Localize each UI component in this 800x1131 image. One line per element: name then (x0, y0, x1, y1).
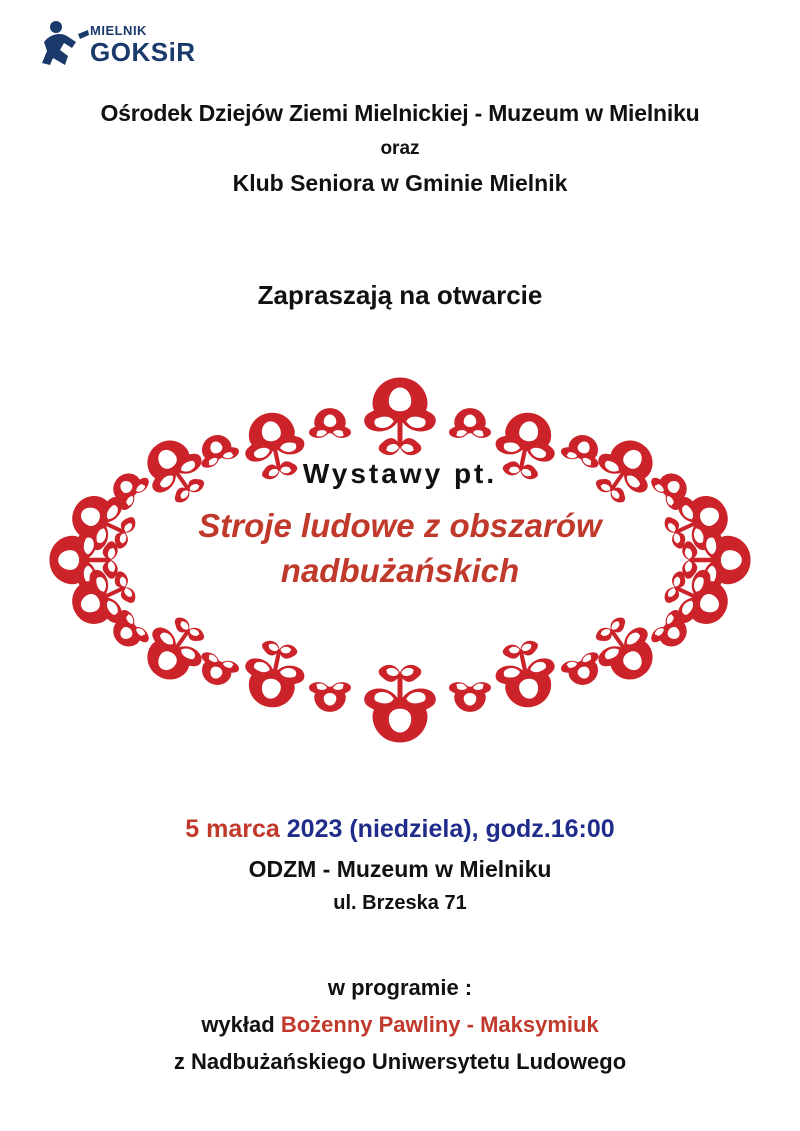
exhibition-title-line-1: Stroje ludowe z obszarów (198, 507, 602, 544)
organizer-conjunction: oraz (380, 138, 420, 159)
program-block (0, 975, 800, 1075)
event-venue: ODZM - Muzeum w Mielniku (248, 856, 552, 882)
organizers-block (0, 100, 800, 197)
logo-top-text: MIELNIK (90, 23, 147, 38)
program-lecturer: Bożenny Pawliny - Maksymiuk (280, 1012, 599, 1037)
organizer-museum: Ośrodek Dziejów Ziemi Mielnickiej - Muzeum w Mielniku (100, 100, 700, 126)
program-lecture (0, 1012, 800, 1038)
event-date-rest: 2023 (niedziela), godz.16:00 (286, 815, 615, 843)
organizer-senior-club: Klub Seniora w Gminie Mielnik (232, 170, 568, 196)
exhibition-title-line-2: nadbużańskich (280, 551, 520, 589)
logo-main-text: GOKSiR (90, 37, 196, 67)
program-heading: w programie : (327, 975, 473, 1000)
running-figure-icon (34, 20, 92, 68)
goksir-logo (28, 18, 198, 84)
ornament-frame (20, 348, 780, 768)
exhibition-kicker: Wystawy pt. (302, 458, 498, 489)
exhibition-title-block (150, 458, 650, 593)
program-lecture-prefix: wykład (201, 1012, 275, 1037)
program-affiliation: z Nadbużańskiego Uniwersytetu Ludowego (173, 1049, 627, 1074)
event-details (0, 815, 800, 915)
event-date: 5 marca (185, 815, 280, 843)
event-datetime (0, 815, 800, 844)
invitation-line: Zapraszają na otwarcie (257, 280, 543, 310)
exhibition-title (150, 504, 650, 593)
event-address: ul. Brzeska 71 (333, 892, 467, 914)
